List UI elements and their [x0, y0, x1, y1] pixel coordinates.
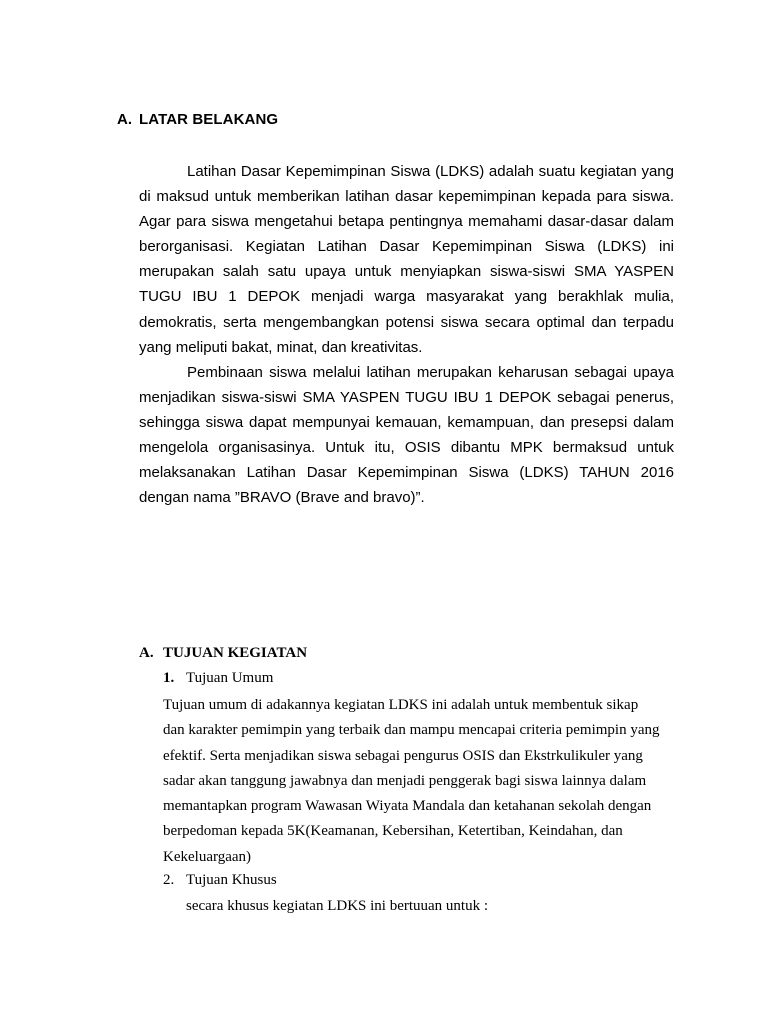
paragraph: Latihan Dasar Kepemimpinan Siswa (LDKS) adalah suatu kegiatan yang di maksud untuk memberikan latihan dasar kepemimpinan kepada para siswa. Agar para siswa mengetahui betapa pentingnya memahami dasar-dasar dalam berorganisasi. Kegiatan Latihan Dasar Kepemimpinan Siswa (LDKS) ini merupakan salah satu upaya untuk menyiapkan siswa-siswi SMA YASPEN TUGU IBU 1 DEPOK menjadi warga masyarakat yang berakhlak mulia, demokratis, serta mengembangkan potensi siswa secara optimal dan terpadu yang meliputi bakat, minat, dan kreativitas. — [139, 163, 674, 356]
text-line: sadar akan tanggung jawabnya dan menjadi penggerak bagi siswa lainnya dalam — [163, 772, 647, 789]
section-number: A. — [139, 645, 154, 661]
section-title: LATAR BELAKANG — [139, 111, 279, 128]
tujuan-khusus-body: secara khusus kegiatan LDKS ini bertuuan untuk : — [186, 898, 489, 914]
text-line: Tujuan umum di adakannya kegiatan LDKS ini adalah untuk membentuk sikap — [163, 697, 639, 713]
paragraph: Pembinaan siswa melalui latihan merupakan keharusan sebagai upaya menjadikan siswa-siswi SMA YASPEN TUGU IBU 1 DEPOK sebagai penerus, sehingga siswa dapat mempunyai kemauan, kemampuan, dan presepsi dalam mengelola organisasinya. Untuk itu, OSIS dibantu MPK bermaksud untuk melaksanakan Latihan Dasar Kepemimpinan Siswa (LDKS) TAHUN 2016 dengan nama ”BRAVO (Brave and bravo)”. — [139, 363, 674, 507]
text-line: Kekeluargaan) — [163, 848, 252, 865]
tujuan-umum-body — [163, 693, 683, 870]
subheading-number: 2. — [163, 872, 175, 888]
subheading-title: Tujuan Khusus — [186, 872, 277, 888]
text-line: dan karakter pemimpin yang terbaik dan mampu mencapai criteria pemimpin yang — [163, 722, 660, 739]
text-line: berpedoman kepada 5K(Keamanan, Kebersihan, Ketertiban, Keindahan, dan — [163, 823, 623, 840]
text-line: memantapkan program Wawasan Wiyata Mandala dan ketahanan sekolah dengan — [163, 798, 652, 815]
section-heading-tujuan-kegiatan — [139, 645, 307, 662]
section-title: TUJUAN KEGIATAN — [163, 645, 308, 661]
section-number: A. — [117, 111, 133, 128]
subheading-tujuan-khusus — [163, 872, 277, 889]
text-line: efektif. Serta menjadikan siswa sebagai pengurus OSIS dan Ekstrkulikuler yang — [163, 747, 643, 764]
latar-belakang-body — [139, 159, 674, 510]
subheading-tujuan-umum — [163, 670, 273, 687]
subheading-number: 1. — [163, 670, 175, 686]
subheading-title: Tujuan Umum — [186, 670, 274, 686]
section-heading-latar-belakang — [117, 111, 278, 128]
